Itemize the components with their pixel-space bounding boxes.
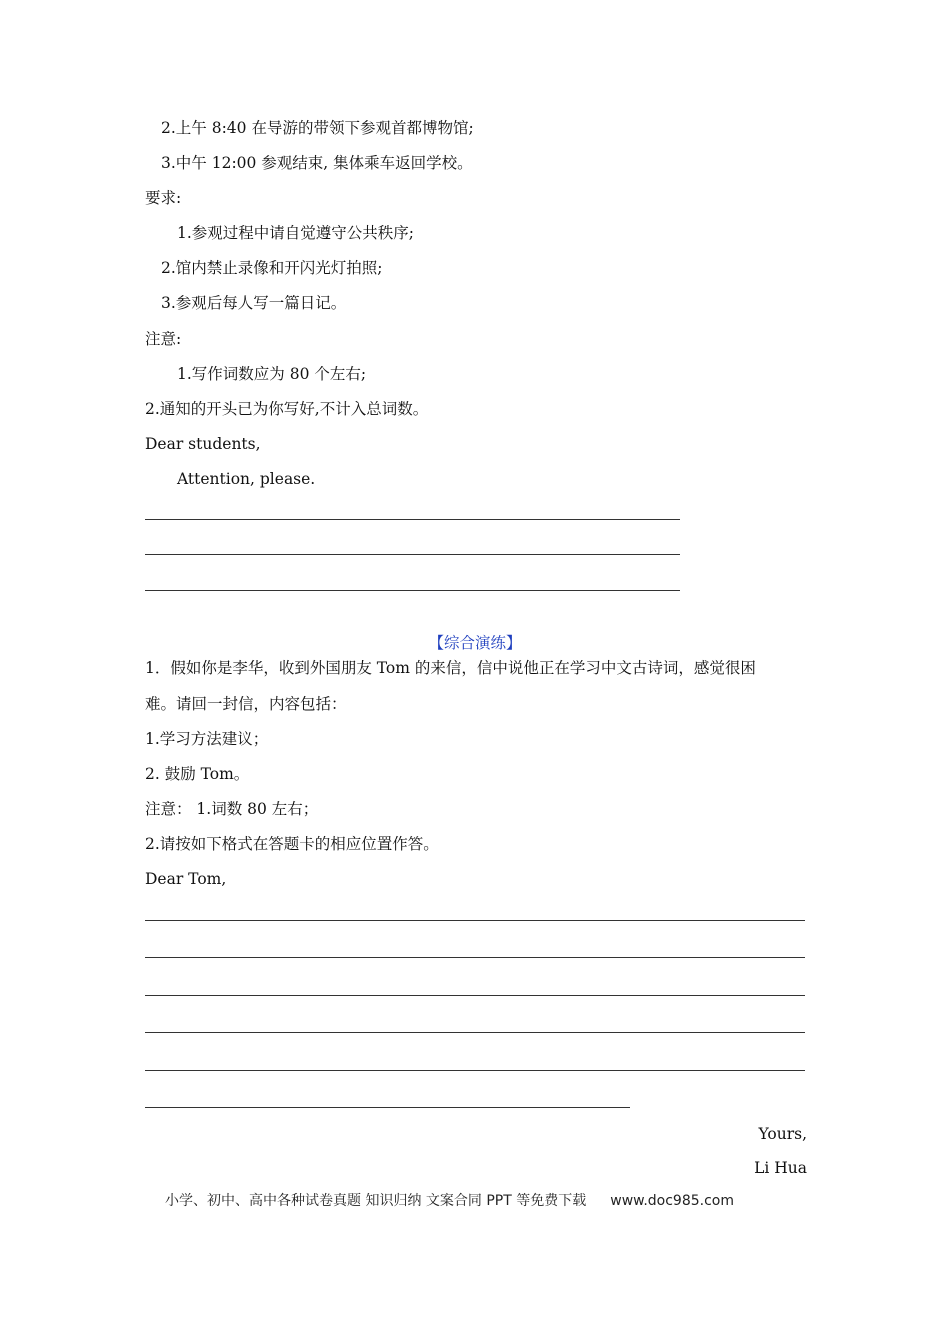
signature: Li Hua: [754, 1159, 807, 1177]
answer-line: [145, 590, 680, 591]
note-line: 注意： 1.词数 80 左右；: [145, 800, 319, 818]
note-item-1: 1.写作词数应为 80 个左右;: [177, 365, 367, 383]
closing: Yours,: [758, 1125, 807, 1143]
requirement-item-1: 1.参观过程中请自觉遵守公共秩序;: [177, 224, 415, 242]
schedule-item-2: 2.上午 8:40 在导游的带领下参观首都博物馆;: [161, 119, 474, 137]
requirement-item-2: 2.馆内禁止录像和开闪光灯拍照;: [161, 259, 383, 277]
answer-line: [145, 554, 680, 555]
answer-line: [145, 920, 805, 921]
answer-line: [145, 1070, 805, 1071]
answer-line: [145, 957, 805, 958]
answer-line: [145, 995, 805, 996]
answer-line: [145, 519, 680, 520]
footer-text: 小学、初中、高中各种试卷真题 知识归纳 文案合同 PPT 等免费下载: [165, 1193, 587, 1209]
salutation-tom: Dear Tom,: [145, 870, 227, 888]
point-item-2: 2. 鼓励 Tom。: [145, 765, 250, 783]
footer-site: www.doc985.com: [610, 1193, 734, 1209]
requirements-label: 要求:: [145, 189, 182, 207]
point-item-1: 1.学习方法建议；: [145, 730, 269, 748]
answer-line: [145, 1107, 630, 1108]
note-item-2b: 2.请按如下格式在答题卡的相应位置作答。: [145, 835, 439, 853]
section-heading: 【综合演练】: [428, 634, 522, 652]
schedule-item-3: 3.中午 12:00 参观结束, 集体乘车返回学校。: [161, 154, 473, 172]
requirement-item-3: 3.参观后每人写一篇日记。: [161, 294, 347, 312]
note-item-2: 2.通知的开头已为你写好,不计入总词数。: [145, 400, 429, 418]
answer-line: [145, 1032, 805, 1033]
prompt-line-2: 难。请回一封信，内容包括：: [145, 695, 347, 713]
prompt-line-1: 1．假如你是李华，收到外国朋友 Tom 的来信，信中说他正在学习中文古诗词，感觉很困: [145, 659, 756, 677]
opening-line: Attention, please.: [177, 470, 316, 488]
salutation-students: Dear students,: [145, 435, 261, 453]
page-footer: [165, 1191, 734, 1211]
notes-label: 注意:: [145, 330, 182, 348]
